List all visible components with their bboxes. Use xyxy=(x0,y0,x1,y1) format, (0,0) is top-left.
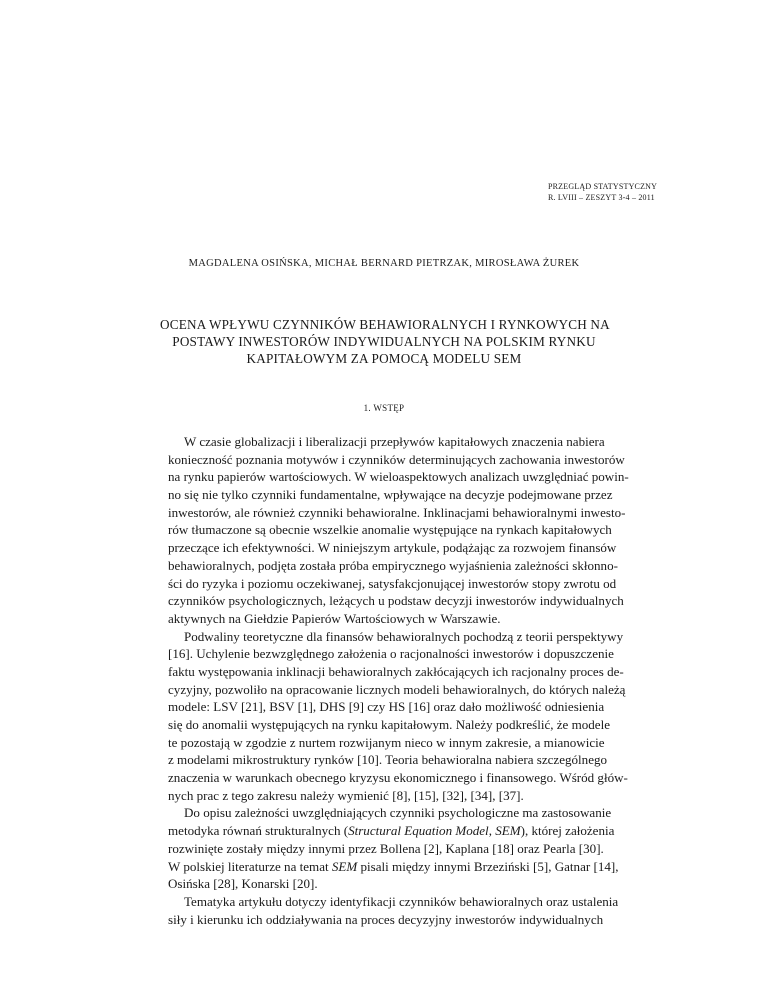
text-line: modele: LSV [21], BSV [1], DHS [9] czy HS [16] oraz dało możliwość odniesienia xyxy=(168,699,605,715)
paper-title-line: POSTAWY INWESTORÓW INDYWIDUALNYCH NA POLSKIM RYNKU xyxy=(172,334,596,349)
journal-name: PRZEGLĄD STATYSTYCZNY xyxy=(548,182,658,191)
body-text xyxy=(168,433,629,928)
text-line: Podwaliny teoretyczne dla finansów behawioralnych pochodzą z teorii perspektywy xyxy=(184,628,624,644)
text-line: czynników psychologicznych, leżących u podstaw decyzji inwestorów indywidualnych xyxy=(168,593,624,609)
section-heading: 1. WSTĘP xyxy=(363,403,405,413)
text-line: na rynku papierów wartościowych. W wieloaspektowych analizach uwzględniać powin- xyxy=(168,469,629,485)
paper-title-line: OCENA WPŁYWU CZYNNIKÓW BEHAWIORALNYCH I RYNKOWYCH NA xyxy=(160,317,610,332)
text-line: no się nie tylko czynniki fundamentalne, wpływające na decyzje podejmowane przez xyxy=(168,487,613,503)
text-line: nych prac z tego zakresu należy wymienić [8], [15], [32], [34], [37]. xyxy=(168,787,524,803)
text-line: Do opisu zależności uwzględniających czynniki psychologiczne ma zastosowanie xyxy=(184,805,612,821)
author-list: MAGDALENA OSIŃSKA, MICHAŁ BERNARD PIETRZAK, MIROSŁAWA ŻUREK xyxy=(188,258,580,269)
text-line: przeczące ich efektywności. W niniejszym artykule, podążając za rozwojem finansów xyxy=(168,540,617,556)
journal-header xyxy=(548,181,657,203)
paper-title xyxy=(160,316,608,367)
text-line: rozwinięte zostały między innymi przez Bollena [2], Kaplana [18] oraz Pearla [30]. xyxy=(168,840,604,856)
text-line: behawioralnych, podjęta została próba empirycznego wyjaśnienia zależności skłonno- xyxy=(168,557,618,573)
journal-issue: R. LVIII – ZESZYT 3-4 – 2011 xyxy=(548,193,655,202)
text-line: znaczenia w warunkach obecnego kryzysu ekonomicznego i finansowego. Wśród głów- xyxy=(168,770,628,786)
text-line: metodyka równań strukturalnych (Structural Equation Model, SEM), której założenia xyxy=(168,823,615,839)
text-line: rów tłumaczone są obecnie wszelkie anomalie występujące na rynkach kapitałowych xyxy=(168,522,612,538)
text-line: cyzyjny, pozwoliło na opracowanie licznych modeli behawioralnych, do których należą xyxy=(168,681,626,697)
text-line: te pozostają w zgodzie z nurtem rozwijanym nieco w innym zakresie, a mianowicie xyxy=(168,734,605,750)
text-line: konieczność poznania motywów i czynników determinujących zachowania inwestorów xyxy=(168,451,625,467)
text-line: Tematyka artykułu dotyczy identyfikacji czynników behawioralnych oraz ustalenia xyxy=(184,893,619,909)
paper-title-line: KAPITAŁOWYM ZA POMOCĄ MODELU SEM xyxy=(246,351,522,366)
text-line: się do anomalii występujących na rynku kapitałowym. Należy podkreślić, że modele xyxy=(168,717,611,732)
text-line: aktywnych na Giełdzie Papierów Wartościowych w Warszawie. xyxy=(168,610,501,626)
text-line: siły i kierunku ich oddziaływania na proces decyzyjny inwestorów indywidualnych xyxy=(168,911,604,927)
text-line: z modelami mikrostruktury rynków [10]. Teoria behawioralna nabiera szczególnego xyxy=(168,752,608,768)
text-line: [16]. Uchylenie bezwzględnego założenia o racjonalności inwestorów i dopuszczenie xyxy=(168,646,614,662)
text-line: W polskiej literaturze na temat SEM pisali między innymi Brzeziński [5], Gatnar [14], xyxy=(168,858,619,874)
text-line: W czasie globalizacji i liberalizacji przepływów kapitałowych znaczenia nabiera xyxy=(184,434,605,449)
text-line: Osińska [28], Konarski [20]. xyxy=(168,876,318,892)
text-line: ści do ryzyka i poziomu oczekiwanej, satysfakcjonującej inwestorów stopy zwrotu od xyxy=(168,575,617,591)
text-line: faktu występowania inklinacji behawioralnych zakłócających ich racjonalny proces de- xyxy=(168,663,624,679)
text-line: inwestorów, ale również czynniki behawioralne. Inklinacjami behawioralnymi inwesto- xyxy=(168,504,626,520)
